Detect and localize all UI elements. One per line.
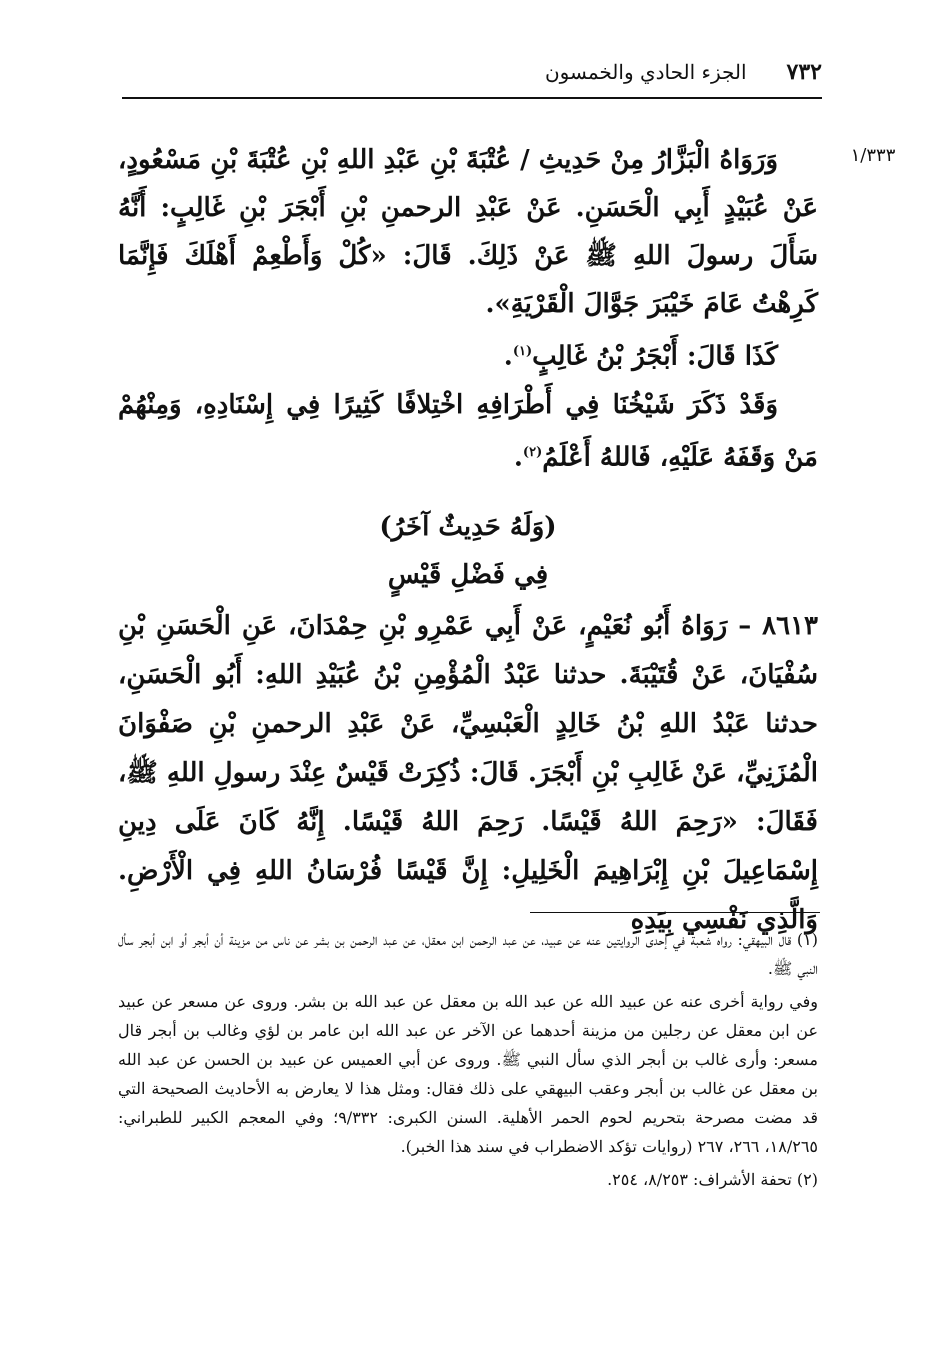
hadith-entry — [118, 602, 818, 945]
header-divider — [122, 97, 822, 99]
page-number: ٧٣٢ — [786, 59, 822, 85]
footnotes — [118, 925, 818, 1198]
footnote-2: (٢) تحفة الأشراف: ٨/٢٥٣، ٢٥٤. — [607, 1170, 818, 1189]
hadith-dash: – — [727, 611, 763, 641]
footnote-ref-2[interactable]: (٢) — [522, 444, 543, 460]
hadith-number: ٨٦١٣ — [762, 611, 818, 641]
paragraph-2-end: . — [503, 341, 513, 372]
footnote-1-part-a: (١) قال البيهقي: رواه شعبة في إحدى الروايتين عنه عن عبيد، عن عبد الرحمن ابن معقل، عن عبد الرحمن بن بشر عن ناس من مزينة أن أبجر أو ابن أبجر سأل النبي ﷺ. — [118, 930, 819, 978]
running-header — [122, 52, 822, 92]
footnote-divider — [530, 912, 820, 913]
footnote-1-part-b: وفي رواية أخرى عنه عن عبيد الله عن عبد الله بن معقل عن عبد الله بن بشر. وروى عن مسعر عن عبيد عن ابن معقل عن رجلين من مزينة أحدهما عن الآخر عن عبد الله ابن عامر بن لؤي وغالب بن أبجر قال مسعر: وأرى غالب بن أبجر الذي سأل النبي ﷺ. وروى عن أبي العميس عن عبيد بن الحسن عن عبد الله بن معقل عن غالب بن أبجر وعقب البيهقي على ذلك فقال: ومثل هذا لا يعارض به الأحاديث الصحيحة التي قد مضت مصرحة بتحريم لحوم الحمر الأهلية. السنن الكبرى: ٩/٣٣٢؛ وفي المعجم الكبير للطبراني: ١٨/٢٦٥، ٢٦٦، ٢٦٧ (روايات تؤكد الاضطراب في سند هذا الخبر). — [118, 992, 819, 1156]
main-text — [118, 136, 818, 481]
paragraph-2-text: كَذَا قَالَ: أَبْجَرُ بْنُ غَالِبٍ — [532, 341, 778, 372]
paragraph-3 — [118, 381, 818, 482]
section-subheading: فِي فَضْلِ قَيْسٍ — [387, 560, 549, 590]
paragraph-2 — [118, 328, 818, 381]
margin-reference: ١/٣٣٣ — [850, 145, 896, 166]
hadith-paragraph — [118, 602, 818, 945]
footnote-ref-1[interactable]: (١) — [512, 344, 533, 359]
part-title: الجزء الحادي والخمسون — [544, 60, 747, 84]
hadith-text: رَوَاهُ أَبُو نُعَيْمٍ، عَنْ أَبِي عَمْرِو بْنِ حِمْدَانَ، عَنِ الْحَسَنِ بْنِ سُفْيَانَ، عَنْ قُتَيْبَةَ. حدثنا عَبْدُ الْمُؤْمِنِ بْنُ عُبَيْدِ اللهِ: أَبُو الْحَسَنِ، حدثنا عَبْدُ اللهِ بْنُ خَالِدٍ الْعَبْسِيِّ، عَنْ عَبْدِ الرحمنِ بْنِ صَفْوَانَ الْمُزَنِيِّ، عَنْ غَالِبِ بْنِ أَبْجَرَ. قَالَ: ذُكِرَتْ قَيْسٌ عِنْدَ رسولِ اللهِ ﷺ، فَقَالَ: «رَحِمَ اللهُ قَيْسًا. رَحِمَ اللهُ قَيْسًا. إِنَّهُ كَانَ عَلَى دِينِ إِسْمَاعِيلَ بْنِ إِبْرَاهِيمَ الْخَلِيلِ: إِنَّ قَيْسًا فُرْسَانُ اللهِ فِي الْأَرْضِ. وَالَّذِي نَفْسِي بِيَدِهِ — [118, 611, 818, 935]
section-heading: (وَلَهُ حَدِيثٌ آخَرُ) — [379, 512, 557, 542]
paragraph-3-end: . — [513, 442, 523, 473]
paragraph-1: وَرَوَاهُ الْبَزَّارُ مِنْ حَدِيثِ / عُتْبَةَ بْنِ عَبْدِ اللهِ بْنِ عُتْبَةَ بْنِ مَسْعُودٍ، عَنْ عُبَيْدٍ أَبِي الْحَسَنِ. عَنْ عَبْدِ الرحمنِ بْنِ أَبْجَرَ بْنِ غَالِبٍ: أَنَّهُ سَأَلَ رسولَ اللهِ ﷺ عَنْ ذَلِكَ. قَالَ: «كُلْ وَأَطْعِمْ أَهْلَكَ فَإِنَّمَا كَرِهْتُ عَامَ خَيْبَرَ جَوَّالَ الْقَرْيَةِ». — [118, 145, 818, 319]
paragraph-3-text: وَقَدْ ذَكَرَ شَيْخُنَا فِي أَطْرَافِهِ اخْتِلافًا كَثِيرًا فِي إِسْنَادِهِ، وَمِنْهُمْ مَنْ وَقَفَهُ عَلَيْهِ، فَاللهُ أَعْلَمُ — [118, 389, 818, 473]
